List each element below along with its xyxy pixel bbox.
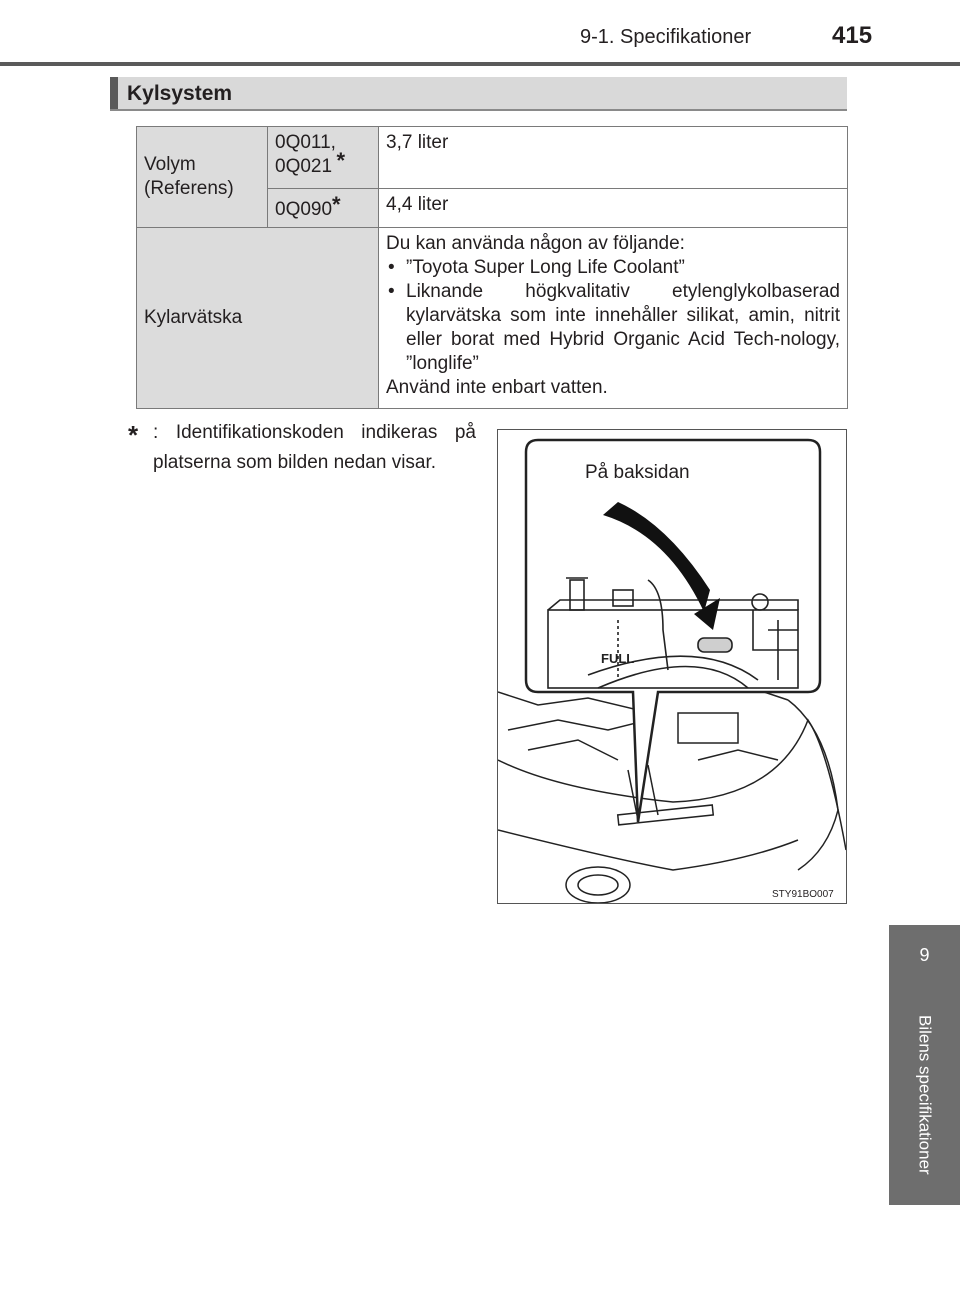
row2-code: 0Q090 xyxy=(275,199,333,221)
chapter-tab-number: 9 xyxy=(919,945,930,965)
page-number: 415 xyxy=(832,22,873,49)
volume-label: Volym (Referens) xyxy=(144,154,234,199)
footnote xyxy=(128,418,476,478)
section-heading xyxy=(110,77,847,111)
engine-bay-figure xyxy=(497,429,847,904)
cooling-spec-table xyxy=(136,126,848,409)
chapter-tab[interactable] xyxy=(889,925,960,1205)
engine-bay-illustration xyxy=(498,430,847,904)
figure-callout-label: På baksidan xyxy=(585,462,690,483)
footnote-text: : Identifikationskoden indikeras på platserna som bilden nedan visar. xyxy=(153,422,476,473)
coolant-note: Använd inte enbart vatten. xyxy=(386,377,608,398)
asterisk-mark: * xyxy=(336,147,346,173)
list-item: • ”Toyota Super Long Life Coolant” xyxy=(386,256,840,280)
section-title: Kylsystem xyxy=(127,82,233,105)
coolant-value-cell xyxy=(379,228,848,409)
table-row xyxy=(137,228,848,409)
list-item: • Liknande högkvalitativ etylenglykolbaserad kylarvätska som inte innehåller silikat, amin, nitrit eller borat med Hybrid Organic Acid Tech-nology, ”longlife” xyxy=(386,280,840,376)
row2-value: 4,4 liter xyxy=(386,194,449,216)
volume-label-cell xyxy=(137,127,268,228)
header-rule xyxy=(0,62,960,66)
code-cell xyxy=(268,189,379,228)
coolant-intro: Du kan använda någon av följande: xyxy=(386,233,685,254)
code-cell xyxy=(268,127,379,189)
table-row xyxy=(137,127,848,189)
coolant-label-cell xyxy=(137,228,379,409)
coolant-label: Kylarvätska xyxy=(144,307,243,328)
tank-full-text: FULL xyxy=(601,651,635,666)
value-cell xyxy=(379,127,848,189)
coolant-list xyxy=(386,256,840,376)
header-section-title: 9-1. Specifikationer xyxy=(580,26,752,48)
footnote-asterisk: * xyxy=(128,420,139,450)
value-cell xyxy=(379,189,848,228)
row1-value: 3,7 liter xyxy=(386,132,449,153)
chapter-tab-label: Bilens specifikationer xyxy=(915,1015,935,1175)
asterisk-mark: * xyxy=(332,192,341,218)
section-heading-marker xyxy=(110,77,118,109)
figure-code: STY91BO007 xyxy=(772,889,834,900)
row1-code: 0Q011, 0Q021 xyxy=(275,132,336,177)
